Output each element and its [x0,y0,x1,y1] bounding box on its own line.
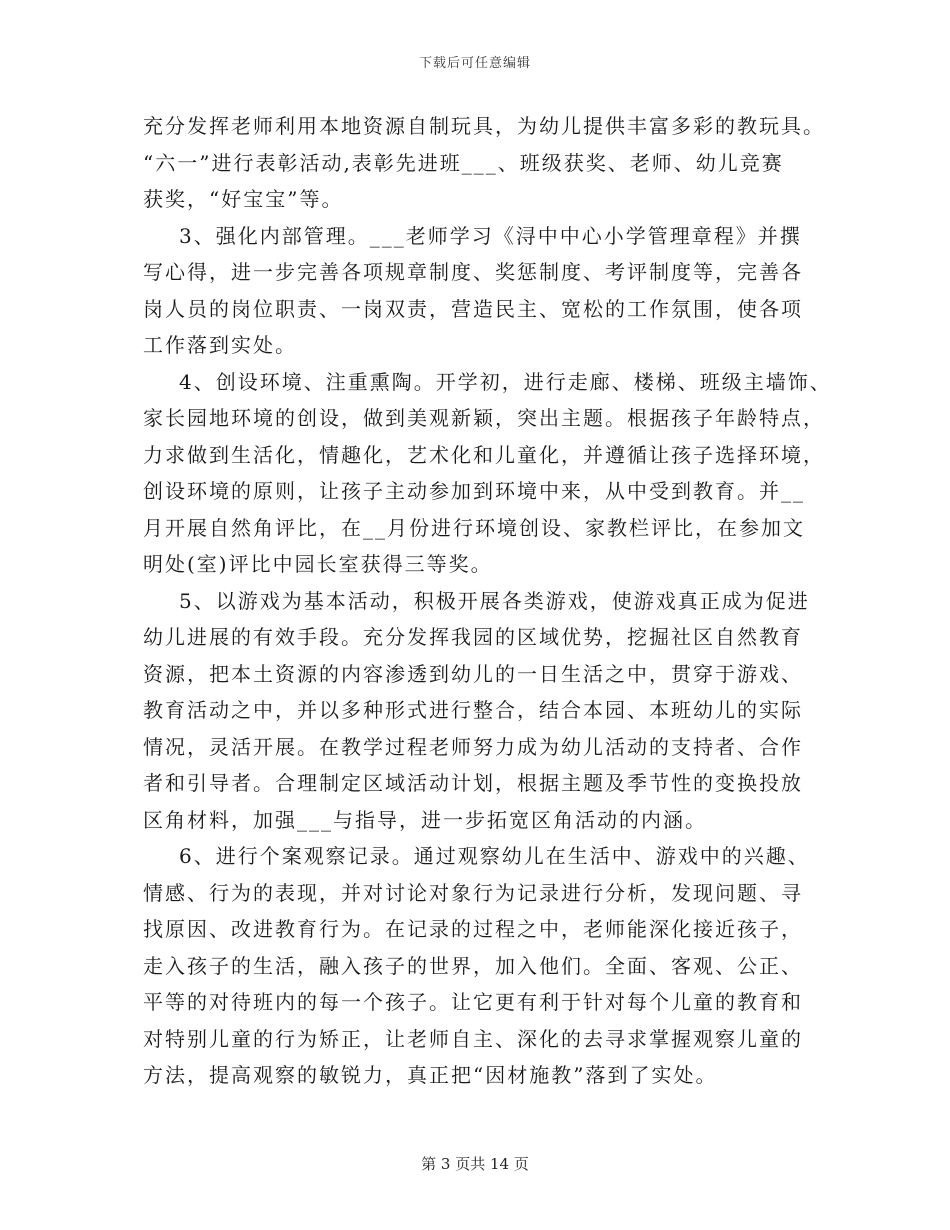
text-line: 月开展自然角评比，在__月份进行环境创设、家教栏评比，在参加文 [143,515,805,540]
text-line: 对特别儿童的行为矫正，让老师自主、深化的去寻求掌握观察儿童的 [143,1026,803,1051]
text-line: 情况，灵活开展。在教学过程老师努力成为幼儿活动的支持者、合作 [143,734,803,759]
text-line: 家长园地环境的创设，做到美观新颖，突出主题。根据孩子年龄特点， [143,406,825,430]
text-line: 平等的对待班内的每一个孩子。让它更有利于针对每个儿童的教育和 [143,990,803,1014]
text-line: 岗人员的岗位职责、一岗双责，营造民主、宽松的工作氛围，使各项 [143,296,803,321]
text-line: 5、以游戏为基本活动，积极开展各类游戏，使游戏真正成为促进 [179,588,810,613]
text-line: 方法，提高观察的敏锐力，真正把“因材施教”落到了实处。 [143,1063,718,1087]
text-line: 力求做到生活化，情趣化，艺术化和儿童化，并遵循让孩子选择环境， [143,442,825,467]
text-line: 3、强化内部管理。___老师学习《浔中中心小学管理章程》并撰 [179,223,802,248]
text-line: 者和引导者。合理制定区域活动计划，根据主题及季节性的变换投放 [143,771,803,795]
text-line: 工作落到实处。 [143,333,297,357]
text-line: 充分发挥老师利用本地资源自制玩具，为幼儿提供丰富多彩的教玩具。 [143,114,825,138]
text-line: 创设环境的原则，让孩子主动参加到环境中来，从中受到教育。并__ [143,479,805,503]
text-line: 明处(室)评比中园长室获得三等奖。 [143,552,493,576]
text-line: 获奖，“好宝宝”等。 [143,187,344,211]
text-line: 教育活动之中，并以多种形式进行整合，结合本园、本班幼儿的实际 [143,698,803,722]
text-line: 区角材料，加强___与指导，进一步拓宽区角活动的内涵。 [143,807,707,832]
text-line: “六一”进行表彰活动,表彰先进班___、班级获奖、老师、幼儿竞赛 [143,150,784,175]
text-line: 找原因、改进教育行为。在记录的过程之中，老师能深化接近孩子， [143,917,803,941]
text-line: 6、进行个案观察记录。通过观察幼儿在生活中、游戏中的兴趣、 [179,844,810,868]
text-line: 情感、行为的表现，并对讨论对象行为记录进行分析，发现问题、寻 [143,880,803,905]
document-body [143,108,832,1094]
text-line: 写心得，进一步完善各项规章制度、奖惩制度、考评制度等，完善各 [143,260,803,284]
text-line: 走入孩子的生活，融入孩子的世界，加入他们。全面、客观、公正、 [143,953,803,978]
text-line: 幼儿进展的有效手段。充分发挥我园的区域优势，挖掘社区自然教育 [143,625,803,649]
text-line: 4、创设环境、注重熏陶。开学初，进行走廊、楼梯、班级主墙饰、 [179,369,832,394]
page-header: 下载后可任意编辑 [418,56,531,71]
text-line: 资源，把本土资源的内容渗透到幼儿的一日生活之中，贯穿于游戏、 [143,661,803,686]
page-footer: 第 3 页共 14 页 [421,1155,529,1173]
